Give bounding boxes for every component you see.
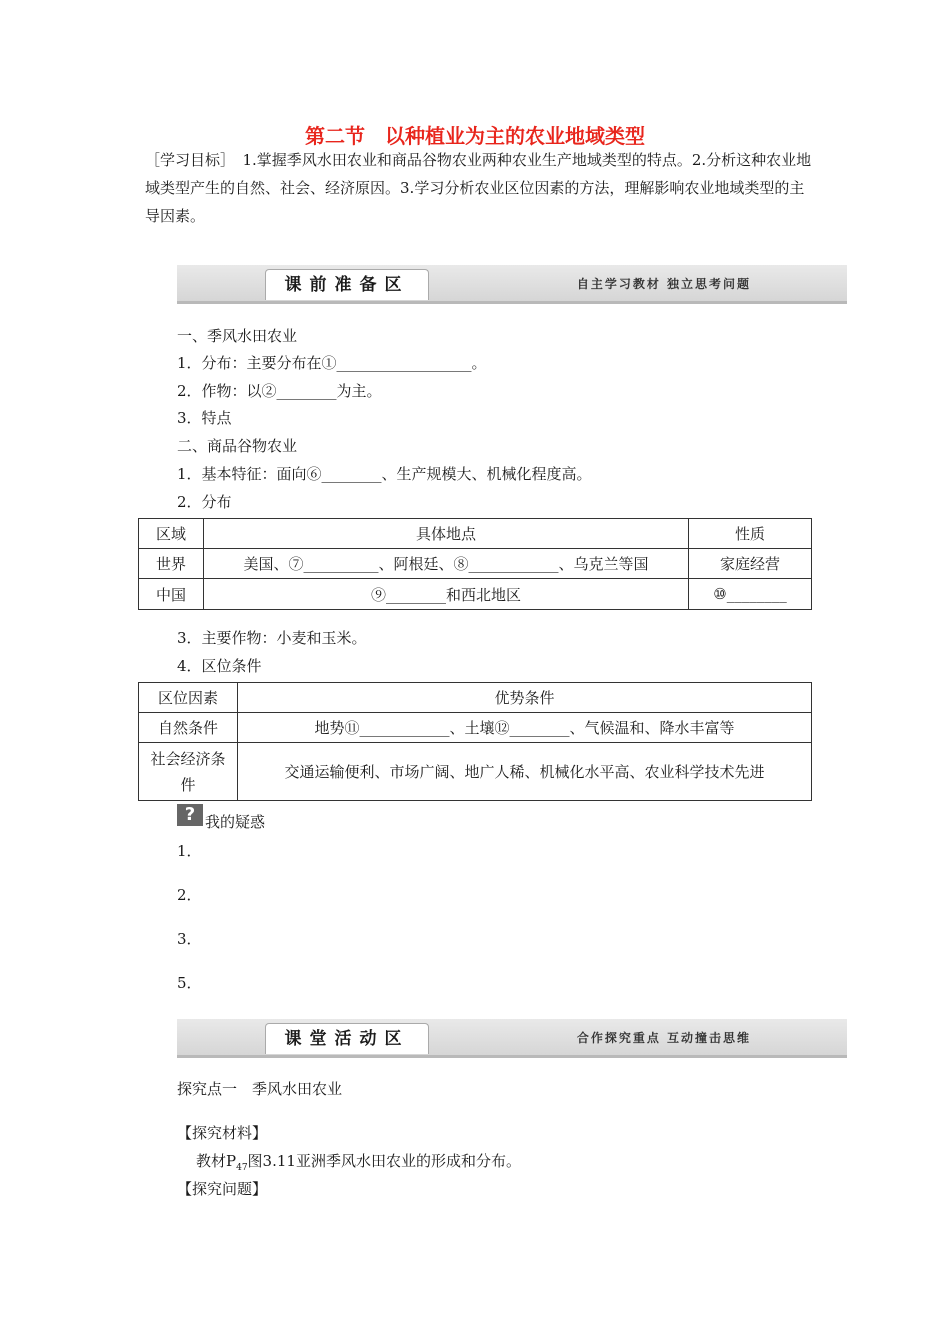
- table-cell: 社会经济条件: [139, 743, 238, 801]
- table-header: 性质: [689, 519, 812, 549]
- table-cell: 地势⑪____________、土壤⑫________、气候温和、降水丰富等: [238, 713, 812, 743]
- learning-goals: ［学习目标］ 1.掌握季风水田农业和商品谷物农业两种农业生产地域类型的特点。2.分析这种农业地域类型产生的自然、社会、经济原因。3.学习分析农业区位因素的方法，理解影响农业地域类型的主导因素。: [145, 151, 812, 225]
- doubt-item: 5．: [177, 974, 202, 992]
- table-header: 具体地点: [204, 519, 689, 549]
- table-header: 区位因素: [139, 683, 238, 713]
- doubt-item: 2．: [177, 886, 202, 904]
- banner-preclass-subtitle: 自主学习教材 独立思考问题: [576, 277, 751, 291]
- banner-preclass-title: 课前准备区: [265, 269, 429, 300]
- line-features: 3．特点: [177, 409, 232, 427]
- material-text-post: 图3.11亚洲季风水田农业的形成和分布。: [247, 1152, 521, 1170]
- line-distribution: 1．分布：主要分布在①__________________。: [177, 354, 487, 372]
- page-title: 第二节 以种植业为主的农业地域类型: [305, 124, 645, 148]
- line-distribution-2: 2．分布: [177, 493, 232, 511]
- line-basic-features: 1．基本特征：面向⑥________、生产规模大、机械化程度高。: [177, 465, 592, 483]
- banner-inclass: [177, 1019, 847, 1058]
- line-main-crops: 3．主要作物：小麦和玉米。: [177, 629, 367, 647]
- material-text-pre: 教材P: [196, 1152, 237, 1170]
- banner-inclass-title: 课堂活动区: [265, 1023, 429, 1054]
- explore-point-heading: 探究点一 季风水田农业: [177, 1080, 343, 1098]
- material-text: [196, 1150, 521, 1173]
- table-row: [139, 579, 812, 610]
- table-header: 区域: [139, 519, 204, 549]
- section-heading-monsoon: 一、季风水田农业: [177, 327, 298, 345]
- table-row: [139, 683, 812, 713]
- question-label: 【探究问题】: [177, 1180, 268, 1198]
- doubt-item: 3．: [177, 930, 202, 948]
- question-icon: ?: [177, 804, 203, 826]
- distribution-table: [138, 518, 812, 610]
- table-cell: ⑩________: [689, 579, 812, 610]
- table-row: [139, 713, 812, 743]
- line-location-conditions: 4．区位条件: [177, 657, 262, 675]
- table-cell: 世界: [139, 549, 204, 579]
- location-table: [138, 682, 812, 801]
- table-cell: 美国、⑦__________、阿根廷、⑧____________、乌克兰等国: [204, 549, 689, 579]
- material-page-number: 47: [236, 1163, 248, 1173]
- table-row: [139, 743, 812, 801]
- line-crops: 2．作物：以②________为主。: [177, 382, 382, 400]
- table-cell: 交通运输便利、市场广阔、地广人稀、机械化水平高、农业科学技术先进: [238, 743, 812, 801]
- banner-inclass-subtitle: 合作探究重点 互动撞击思维: [576, 1031, 751, 1045]
- table-cell: ⑨________和西北地区: [204, 579, 689, 610]
- table-cell: 中国: [139, 579, 204, 610]
- table-cell: 家庭经营: [689, 549, 812, 579]
- table-header: 优势条件: [238, 683, 812, 713]
- doubts-label: 我的疑惑: [205, 813, 266, 831]
- table-row: [139, 519, 812, 549]
- section-heading-grain: 二、商品谷物农业: [177, 437, 298, 455]
- banner-preclass: [177, 265, 847, 304]
- table-row: [139, 549, 812, 579]
- doubt-item: 1．: [177, 842, 202, 860]
- table-cell: 自然条件: [139, 713, 238, 743]
- material-label: 【探究材料】: [177, 1124, 268, 1142]
